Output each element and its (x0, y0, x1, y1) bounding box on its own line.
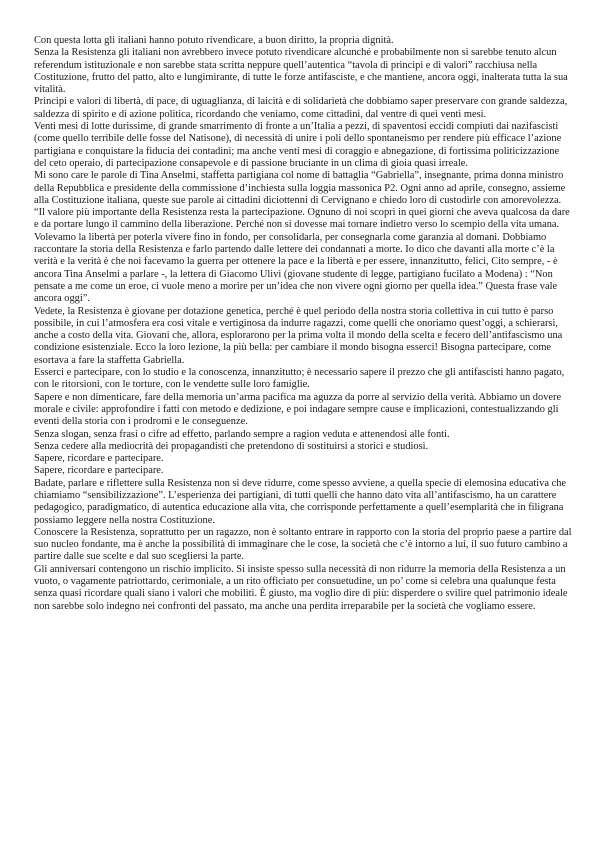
paragraph-esserci-partecipare: Esserci e partecipare, con lo studio e la conoscenza, innanzitutto; è necessario sapere il prezzo che gli antifascisti hanno pagato, con le ritorsioni, con le torture, con le vendette sulle loro famiglie. (34, 367, 565, 391)
document-body (34, 35, 574, 613)
paragraph-senza-cedere: Senza cedere alla mediocrità dei propagandisti che pretendono di sostituirsi a storici e studiosi. (34, 440, 429, 452)
paragraph-venti-mesi: Venti mesi di lotte durissime, di grande smarrimento di fronte a un’Italia a pezzi, di spaventosi eccidi compiuti dai nazifascisti (come quello terribile delle fosse del Natisone), di necessità di unire i poli dello spontaneismo per rendere più efficace l’azione partigiana e conquistare la fiducia dei contadini; ma anche venti mesi di coraggio e abnegazione, di fortissima politicizzazione del ceto operaio, di partecipazione consapevole e di passione bruciante in un clima di gioia quasi irreale. (34, 121, 562, 169)
paragraph-senza-resistenza: Senza la Resistenza gli italiani non avrebbero invece potuto rivendicare alcunché e probabilmente non si sarebbe tenuto alcun referendum istituzionale e non sarebbe stata scritta neppure quell’autentica “tavola di principi e di valori” racchiusa nella Costituzione, frutto del patto, alto e lungimirante, di tutte le forze antifasciste, e che mantiene, ancora oggi, inalterata tutta la sua vitalità. (34, 47, 568, 96)
paragraph-tina-anselmi: Mi sono care le parole di Tina Anselmi, staffetta partigiana col nome di battaglia “Gabriella”, insegnante, prima donna ministro della Repubblica e presidente della commissione d’inchiesta sulla loggia massonica P2. Ogni anno ad aprile, consegno, assieme alla Costituzione italiana, queste sue parole ai cittadini diciottenni di Cervignano e chiedo loro di custodirle con amorevolezza. (34, 170, 566, 206)
paragraph-principi-valori: Principi e valori di libertà, di pace, di uguaglianza, di laicità e di solidarietà che dobbiamo saper preservare con grande saldezza, saldezza di spirito e di azione politica, ricordando che veniamo, come cittadini, dal ventre di quei venti mesi. (34, 96, 568, 120)
paragraph-sapere-ricordare-2: Sapere, ricordare e partecipare. (34, 465, 164, 477)
paragraph-conoscere-resistenza: Conoscere la Resistenza, soprattutto per un ragazzo, non è soltanto entrare in rapporto con la storia del proprio paese a partire dal suo nucleo fondante, ma è anche la possibilità di immaginare che le cose, la società che c’è intorno a lui, il suo futuro cambino a partire dalle sue scelte e dal suo scegliersi la parte. (34, 526, 572, 563)
paragraph-anniversari: Gli anniversari contengono un rischio implicito. Si insiste spesso sulla necessità di non ridurre la memoria della Resistenza a un vuoto, o vagamente patriottardo, cerimoniale, a un rito officiato per consuetudine, un po’ come si celebra una qualunque festa senza quasi ricordare quali siano i valori che mobiliti. È giusto, ma voglio dire di più: disperdere o svilire quel patrimonio ideale non sarebbe solo indegno nei confronti del passato, ma anche una perdita irreparabile per la società che vogliamo essere. (34, 563, 568, 612)
paragraph-senza-slogan: Senza slogan, senza frasi o cifre ad effetto, parlando sempre a ragion veduta e attenendosi alle fonti. (34, 428, 450, 440)
paragraph-sapere-non-dimenticare: Sapere e non dimenticare, fare della memoria un’arma pacifica ma aguzza da porre al servizio della verità. Abbiamo un dovere morale e civile: approfondire i fatti con metodo e dedizione, e poi indagare sempre cause e implicazioni, contestualizzando gli eventi della storia con i prodromi e le conseguenze. (34, 391, 562, 428)
paragraph-badate: Badate, parlare e riflettere sulla Resistenza non si deve ridurre, come spesso avviene, a quella specie di elemosina educativa che chiamiamo “sensibilizzazione”. L’esperienza dei partigiani, di tutti quelli che hanno dato vita all’antifascismo, ha un carattere pedagogico, paradigmatico, di autentica educazione alla vita, che corrisponde perfettamente a quell’esemplarità che in filigrana possiamo leggere nella nostra Costituzione. (34, 477, 567, 526)
paragraph-dignita: Con questa lotta gli italiani hanno potuto rivendicare, a buon diritto, la propria dignità. (34, 35, 394, 46)
paragraph-quote-anselmi: “Il valore più importante della Resistenza resta la partecipazione. Ognuno di noi scoprì in quei giorni che aveva qualcosa da dare e da portare lungo il cammino della liberazione. Perché non si dovesse mai tornare indietro verso lo scempio della vita umana. Volevamo la libertà per poterla vivere fino in fondo, per consolidarla, per consegnarla come garanzia al domani. Dobbiamo raccontare la storia della Resistenza e farlo partendo dalle lettere dei condannati a morte. Io dico che davanti alla morte c’è la verità e la verità è che noi facevamo la guerra per ottenere la pace e la libertà e per essere, innanzitutto, felici, Cito sempre, - è ancora Tina Anselmi a parlare -, la lettera di Giacomo Ulivi (giovane studente di legge, partigiano fucilato a Modena) : “Non pensate a me come un eroe, ci vuole meno a morire per un’idea che non vivere ogni giorno per quella idea.” Questa frase vale ancora oggi”. (34, 207, 570, 305)
paragraph-resistenza-giovane: Vedete, la Resistenza è giovane per dotazione genetica, perché è quel periodo della nostra storia collettiva in cui tutto è parso possibile, in cui l’atmosfera era così vitale e vertiginosa da indurre ragazzi, come quelli che onoriamo quest’oggi, a schierarsi, anche a costo della vita. Giovani che, allora, esplorarono per la prima volta il mondo della scelta e fecero dell’antifascismo una condizione esistenziale. Ecco la loro lezione, la più bella: per cambiare il mondo bisogna esserci! Bisogna partecipare, come esortava a fare la staffetta Gabriella. (34, 305, 563, 366)
paragraph-sapere-ricordare-1: Sapere, ricordare e partecipare. (34, 453, 164, 465)
